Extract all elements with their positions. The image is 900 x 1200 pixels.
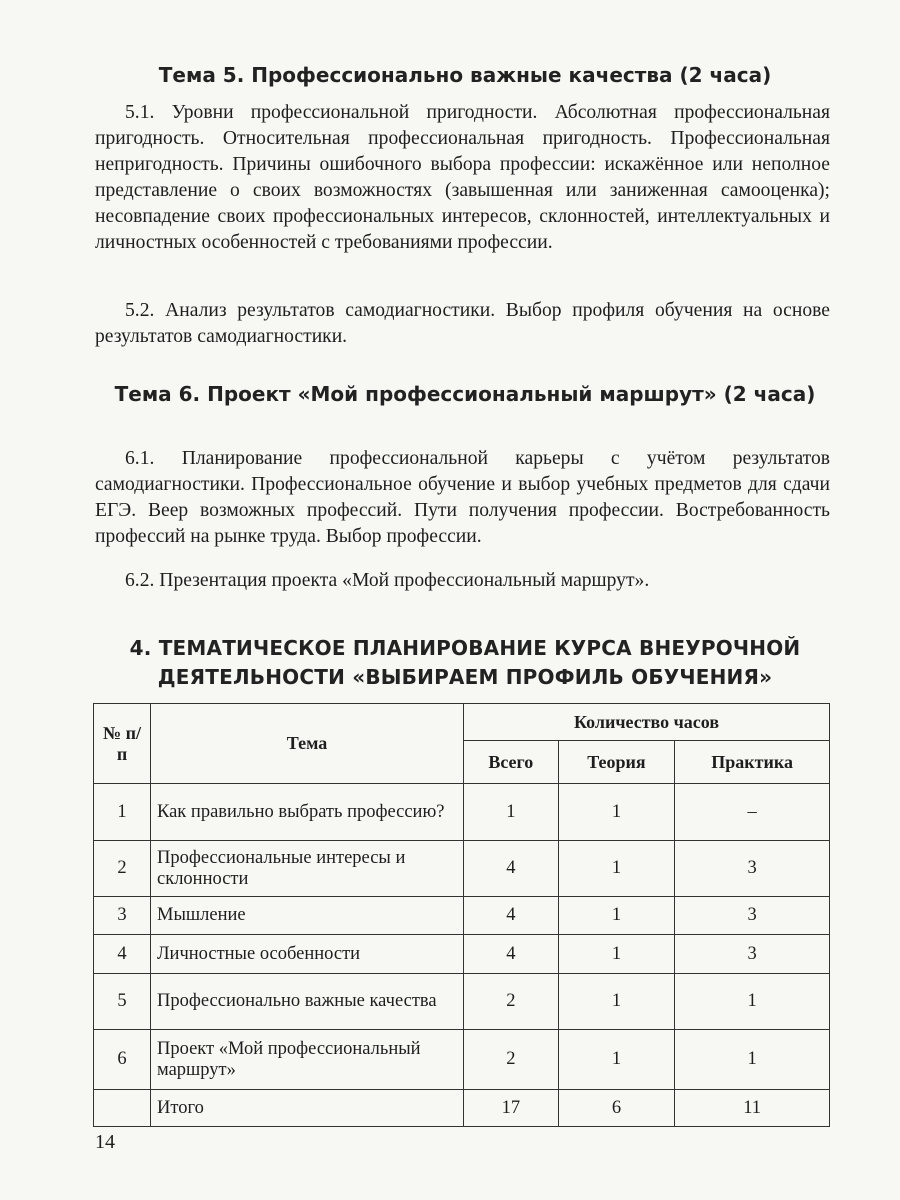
section-4-heading xyxy=(95,634,835,692)
topic-6-paragraph-1: 6.1. Планирование профессиональной карьеры с учётом результатов самодиагностики. Профессиональное обучение и выбор учебных предметов для сдачи ЕГЭ. Веер возможных профессий. Пути получения профессии. Востребованность профессий на рынке труда. Выбор профессии. xyxy=(95,448,830,547)
row-theme: Личностные особенности xyxy=(151,935,464,974)
table-header-row xyxy=(94,704,830,741)
table-row xyxy=(94,841,830,897)
row-total: 1 xyxy=(464,784,559,841)
topic-5-heading: Тема 5. Профессионально важные качества (2 часа) xyxy=(158,63,772,87)
row-theory: 1 xyxy=(558,974,675,1030)
row-practice: 3 xyxy=(675,935,830,974)
row-total: 4 xyxy=(464,935,559,974)
topic-6-paragraph-2: 6.2. Презентация проекта «Мой профессиональный маршрут». xyxy=(125,570,650,591)
row-number: 4 xyxy=(94,935,151,974)
row-theme: Профессиональные интересы и склонности xyxy=(151,841,464,897)
row-theme: Мышление xyxy=(151,897,464,935)
total-row-label: Итого xyxy=(151,1090,464,1127)
table-total-row xyxy=(94,1090,830,1127)
section-4-heading-line-1: 4. ТЕМАТИЧЕСКОЕ ПЛАНИРОВАНИЕ КУРСА ВНЕУРОЧНОЙ xyxy=(129,636,801,660)
row-number: 3 xyxy=(94,897,151,935)
topic-5-paragraph-1: 5.1. Уровни профессиональной пригодности. Абсолютная профессиональная пригодность. Относительная профессиональная пригодность. Профессиональная непригодность. Причины ошибочного выбора профессии: искажённое или неполное представление о своих возможностях (завышенная или заниженная самооценка); несовпадение своих профессиональных интересов, склонностей, интеллектуальных и личностных особенностей с требованиями профессии. xyxy=(95,102,830,253)
thematic-planning-table xyxy=(93,703,830,1127)
row-theory: 1 xyxy=(558,935,675,974)
row-total: 2 xyxy=(464,1030,559,1090)
row-practice: 3 xyxy=(675,841,830,897)
header-total: Всего xyxy=(464,741,559,784)
row-number: 6 xyxy=(94,1030,151,1090)
total-row-total: 17 xyxy=(464,1090,559,1127)
row-theme: Проект «Мой профессиональный маршрут» xyxy=(151,1030,464,1090)
row-practice: 1 xyxy=(675,974,830,1030)
total-row-practice: 11 xyxy=(675,1090,830,1127)
header-practice: Практика xyxy=(675,741,830,784)
header-number: № п/п xyxy=(94,704,151,784)
row-theory: 1 xyxy=(558,841,675,897)
row-theory: 1 xyxy=(558,1030,675,1090)
row-number: 5 xyxy=(94,974,151,1030)
section-4-heading-line-2: ДЕЯТЕЛЬНОСТИ «ВЫБИРАЕМ ПРОФИЛЬ ОБУЧЕНИЯ» xyxy=(157,665,773,689)
row-number: 1 xyxy=(94,784,151,841)
topic-6-heading: Тема 6. Проект «Мой профессиональный маршрут» (2 часа) xyxy=(114,382,816,406)
table-row xyxy=(94,1030,830,1090)
row-practice: – xyxy=(675,784,830,841)
row-total: 2 xyxy=(464,974,559,1030)
total-row-number xyxy=(94,1090,151,1127)
page-number: 14 xyxy=(95,1131,115,1153)
table-row xyxy=(94,784,830,841)
row-theory: 1 xyxy=(558,897,675,935)
row-theory: 1 xyxy=(558,784,675,841)
total-row-theory: 6 xyxy=(558,1090,675,1127)
table-row xyxy=(94,897,830,935)
row-theme: Как правильно выбрать профессию? xyxy=(151,784,464,841)
row-practice: 3 xyxy=(675,897,830,935)
table-row xyxy=(94,974,830,1030)
header-hours: Количество часов xyxy=(464,704,830,741)
table-row xyxy=(94,935,830,974)
row-total: 4 xyxy=(464,841,559,897)
header-theory: Теория xyxy=(558,741,675,784)
header-theme: Тема xyxy=(151,704,464,784)
topic-5-paragraph-2: 5.2. Анализ результатов самодиагностики. Выбор профиля обучения на основе результатов самодиагностики. xyxy=(95,300,830,347)
row-total: 4 xyxy=(464,897,559,935)
row-number: 2 xyxy=(94,841,151,897)
row-practice: 1 xyxy=(675,1030,830,1090)
row-theme: Профессионально важные качества xyxy=(151,974,464,1030)
